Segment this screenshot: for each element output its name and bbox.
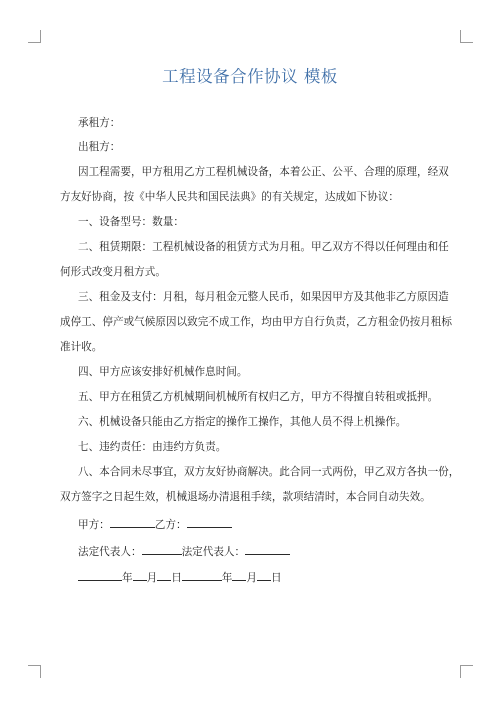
date-a-day-label: 日 [171, 572, 182, 584]
party-a-signature-blank[interactable] [110, 516, 155, 528]
clause-7: 七、违约责任：由违约方负责。 [78, 441, 227, 453]
clause-6: 六、机械设备只能由乙方指定的操作工操作，其他人员不得上机操作。 [78, 416, 407, 428]
crop-mark-bottom-left [28, 665, 41, 678]
clause-3-line-2: 成停工、停产或气候原因以致完不成工作，均由甲方自行负责，乙方租金仍按月租标 [60, 316, 452, 328]
rep-b-label: 法定代表人： [181, 546, 246, 558]
clause-3-line-3: 准计收。 [60, 341, 103, 353]
signature-party-line [78, 516, 232, 532]
date-a-year-blank[interactable] [78, 569, 122, 581]
intro-line-1: 因工程需要，甲方租用乙方工程机械设备，本着公正、公平、合理的原理，经双 [78, 166, 449, 178]
clause-5: 五、甲方在租赁乙方机械期间机械所有权归乙方，甲方不得擅自转租或抵押。 [78, 391, 439, 403]
clause-8-line-1: 八、本合同未尽事宜，双方友好协商解决。此合同一式两份，甲乙双方各执一份， [78, 466, 460, 478]
party-b-signature-blank[interactable] [187, 516, 232, 528]
party-a-label: 甲方： [78, 519, 110, 531]
date-a-month-label: 月 [146, 572, 158, 584]
crop-mark-top-right [460, 30, 473, 43]
intro-line-2: 方友好协商，按《中华人民共和国民法典》的有关规定，达成如下协议： [60, 191, 399, 203]
date-line [78, 569, 282, 585]
date-a-month-blank[interactable] [133, 569, 147, 581]
date-b-day-label: 日 [270, 572, 282, 584]
clause-1: 一、设备型号：数量： [78, 216, 184, 228]
clause-3-line-1: 三、租金及支付：月租，每月租金元整人民币，如果因甲方及其他非乙方原因造 [78, 291, 449, 303]
date-b-year-blank[interactable] [182, 569, 222, 581]
rep-b-signature-blank[interactable] [245, 543, 290, 555]
crop-mark-top-left [28, 30, 41, 43]
date-b-year-label: 年 [221, 572, 233, 584]
lessor-line: 出租方： [78, 141, 121, 153]
lessee-line: 承租方： [78, 117, 121, 129]
document-title: 工程设备合作协议 模板 [162, 67, 338, 86]
date-b-month-blank[interactable] [232, 569, 246, 581]
date-a-day-blank[interactable] [157, 569, 171, 581]
legal-rep-line [78, 543, 290, 559]
clause-2-line-2: 何形式改变月租方式。 [60, 266, 166, 278]
rep-a-label: 法定代表人： [78, 546, 142, 558]
date-b-month-label: 月 [246, 572, 257, 584]
clause-4: 四、甲方应该安排好机械作息时间。 [78, 366, 248, 378]
party-b-label: 乙方： [154, 519, 187, 531]
crop-mark-bottom-right [460, 665, 473, 678]
clause-2-line-1: 二、租赁期限：工程机械设备的租赁方式为月租。甲乙双方不得以任何理由和任 [78, 241, 449, 253]
rep-a-signature-blank[interactable] [142, 543, 182, 555]
date-b-day-blank[interactable] [257, 569, 271, 581]
date-a-year-label: 年 [122, 572, 133, 584]
clause-8-line-2: 双方签字之日起生效，机械退场办清退租手续，款项结清时，本合同自动失效。 [60, 491, 431, 503]
